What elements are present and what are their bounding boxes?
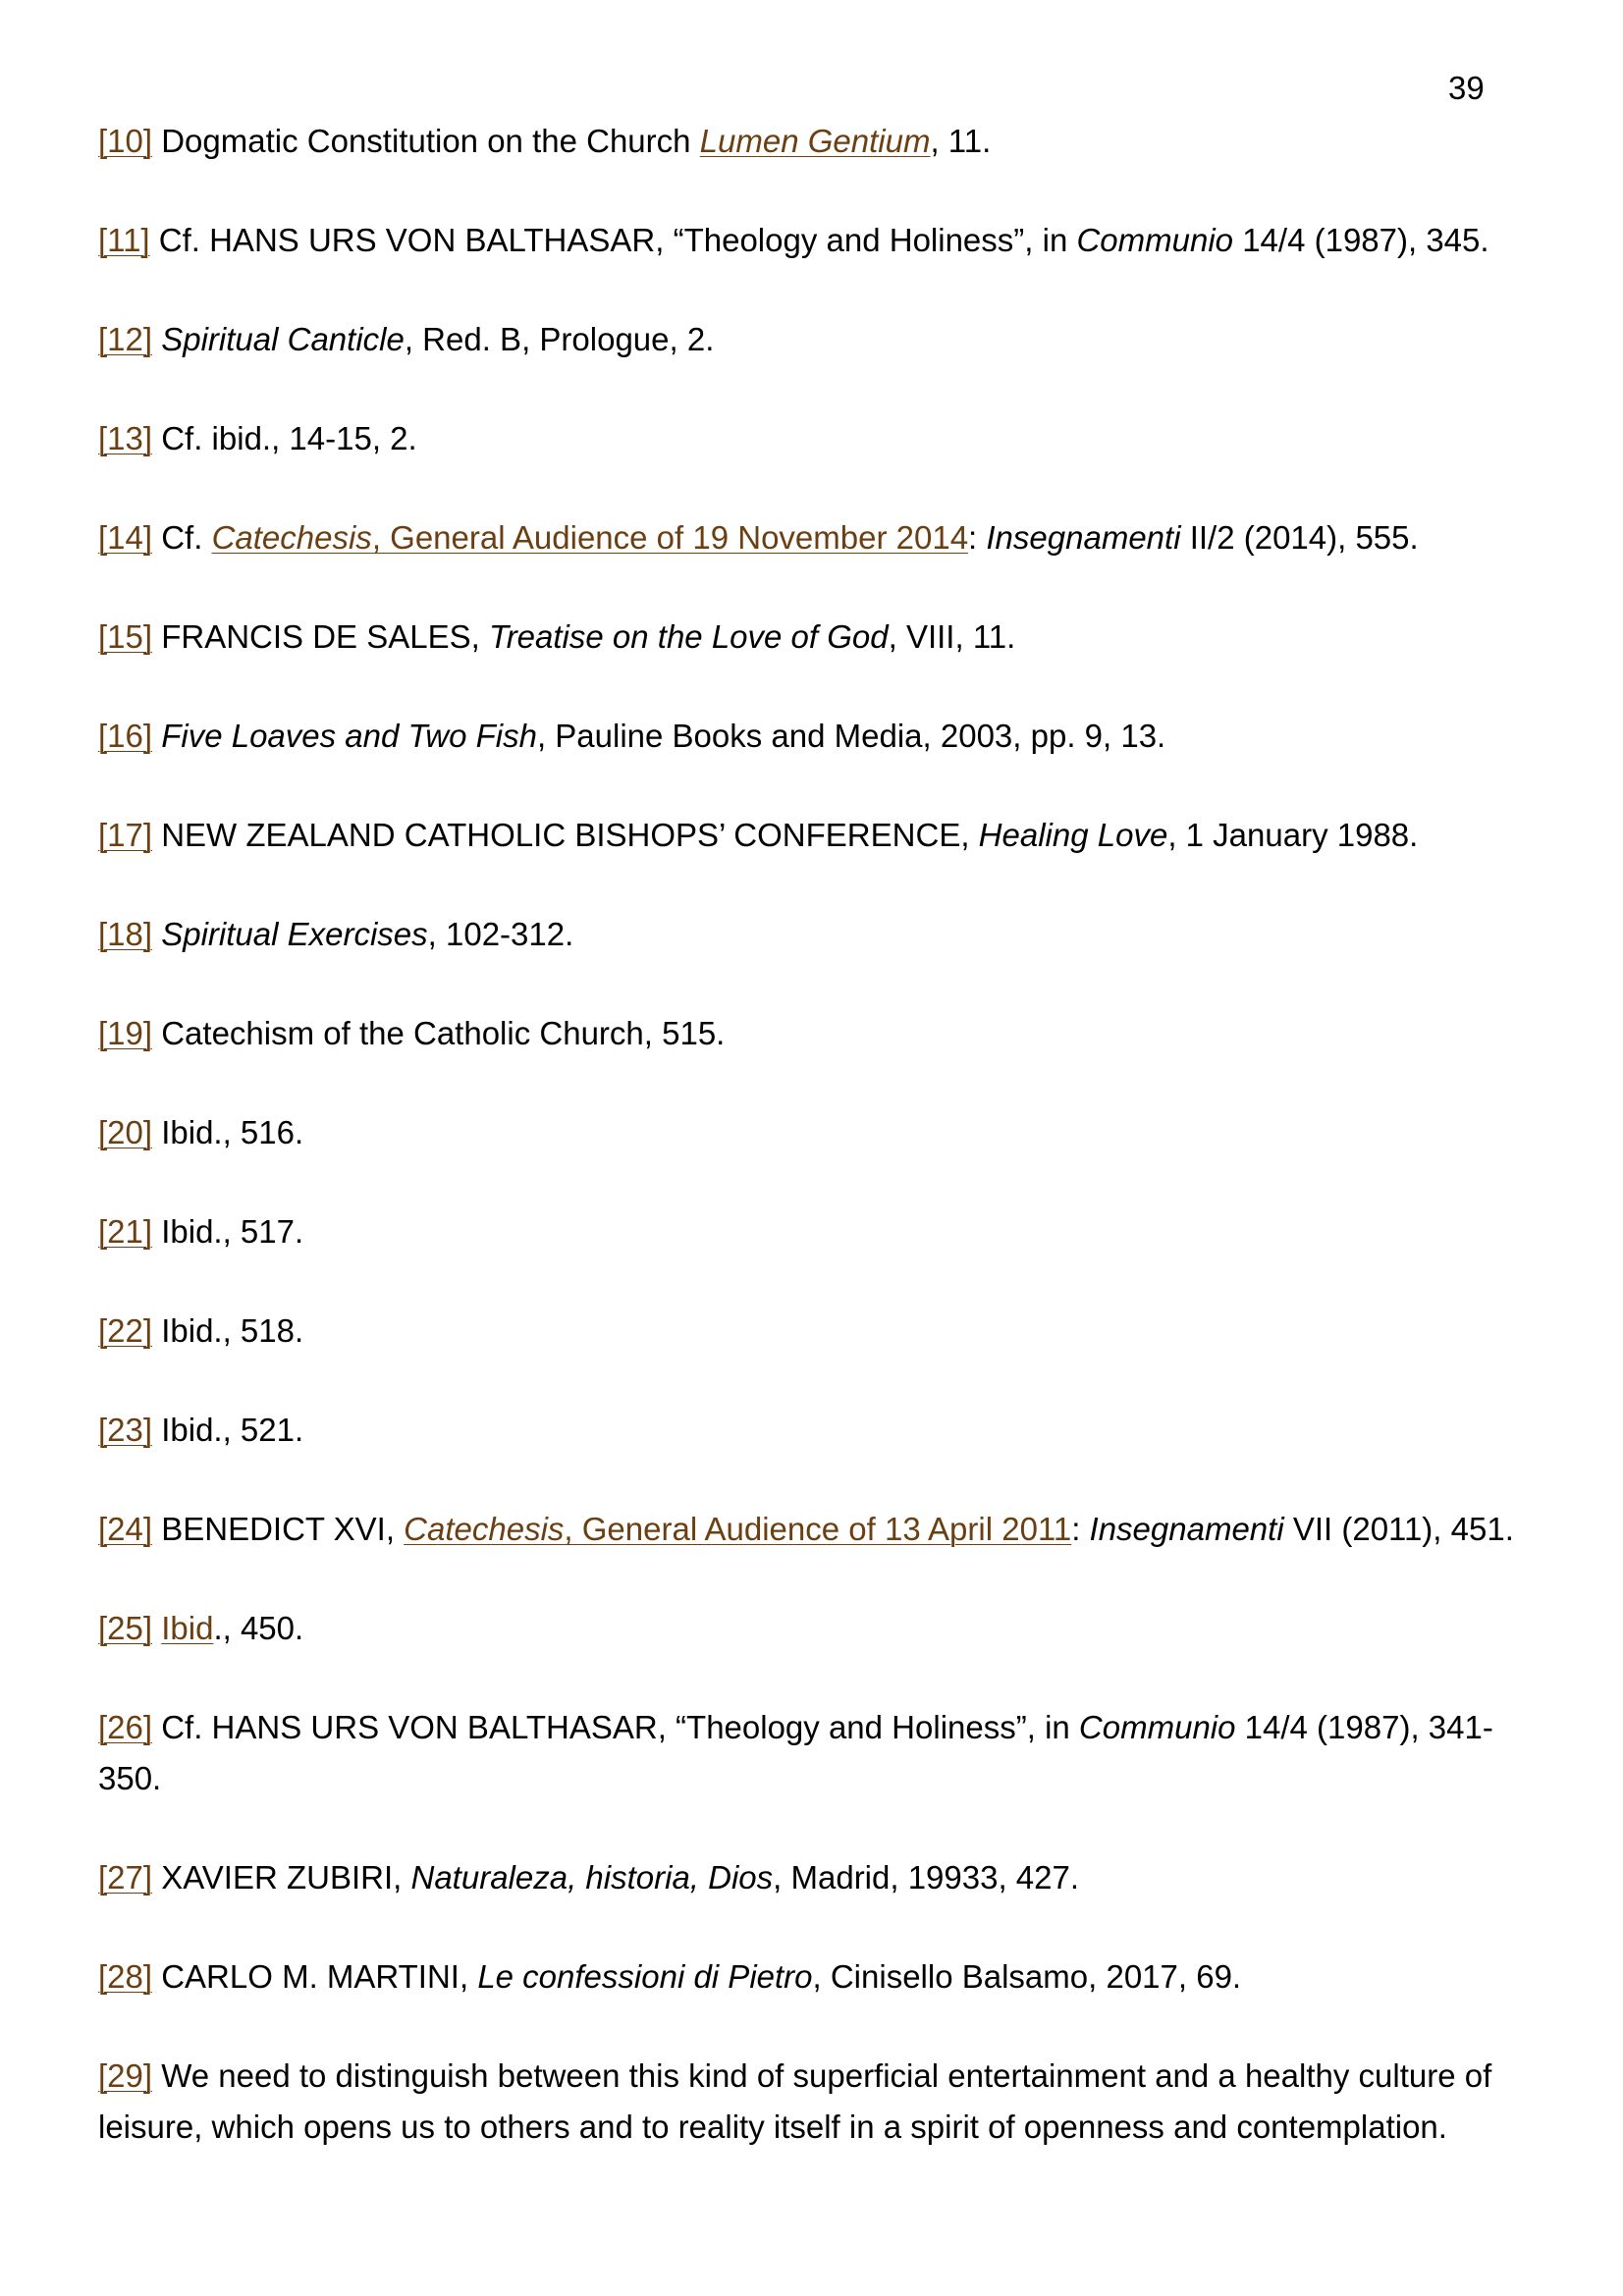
endnote-29 bbox=[98, 2051, 1542, 2153]
endnote-title: Healing Love bbox=[978, 817, 1168, 853]
endnote-ref-16[interactable]: [16] bbox=[98, 718, 153, 754]
endnote-21 bbox=[98, 1206, 1542, 1257]
link-title: Catechesis bbox=[211, 519, 372, 556]
endnote-11 bbox=[98, 215, 1542, 266]
endnote-text: XAVIER ZUBIRI, bbox=[161, 1859, 411, 1896]
catechesis-link[interactable] bbox=[212, 519, 968, 556]
endnote-text: 14/4 (1987), 341-350. bbox=[98, 1709, 1493, 1796]
endnote-title: Insegnamenti bbox=[1089, 1511, 1284, 1547]
endnote-ref-25[interactable]: [25] bbox=[98, 1610, 153, 1646]
endnote-23 bbox=[98, 1405, 1542, 1456]
endnote-text: Catechism of the Catholic Church, 515. bbox=[161, 1015, 726, 1051]
endnote-text: ., 450. bbox=[213, 1610, 304, 1646]
endnote-14 bbox=[98, 512, 1542, 563]
endnote-17 bbox=[98, 810, 1542, 861]
endnote-title: Communio bbox=[1076, 222, 1234, 258]
endnote-ref-26[interactable]: [26] bbox=[98, 1709, 153, 1745]
endnote-ref-23[interactable]: [23] bbox=[98, 1412, 153, 1448]
endnote-10 bbox=[98, 116, 1542, 167]
endnote-text: , 102-312. bbox=[427, 916, 574, 952]
endnote-title: Treatise on the Love of God bbox=[488, 618, 889, 655]
endnote-text: , 1 January 1988. bbox=[1167, 817, 1419, 853]
endnote-16 bbox=[98, 711, 1542, 762]
endnote-title: Le confessioni di Pietro bbox=[477, 1958, 813, 1995]
endnote-text: BENEDICT XVI, bbox=[161, 1511, 405, 1547]
link-text: , General Audience of 13 April 2011 bbox=[564, 1511, 1072, 1547]
endnote-title: Insegnamenti bbox=[986, 519, 1181, 556]
endnote-text: , Red. B, Prologue, 2. bbox=[404, 321, 715, 357]
endnote-ref-13[interactable]: [13] bbox=[98, 420, 153, 456]
endnote-title: Five Loaves and Two Fish bbox=[161, 718, 537, 754]
endnote-ref-12[interactable]: [12] bbox=[98, 321, 153, 357]
endnote-title: Spiritual Exercises bbox=[161, 916, 428, 952]
endnote-text: II/2 (2014), 555. bbox=[1180, 519, 1419, 556]
endnote-24 bbox=[98, 1504, 1542, 1555]
link-title: Catechesis bbox=[404, 1511, 565, 1547]
endnote-ref-14[interactable]: [14] bbox=[98, 519, 153, 556]
endnote-text: Ibid., 517. bbox=[161, 1213, 304, 1250]
endnote-13 bbox=[98, 413, 1542, 464]
endnote-ref-15[interactable]: [15] bbox=[98, 618, 153, 655]
endnote-12 bbox=[98, 314, 1542, 365]
endnote-ref-18[interactable]: [18] bbox=[98, 916, 153, 952]
endnote-26 bbox=[98, 1702, 1542, 1804]
endnote-text: , Cinisello Balsamo, 2017, 69. bbox=[812, 1958, 1242, 1995]
endnote-27 bbox=[98, 1852, 1542, 1903]
ibid-link[interactable]: Ibid bbox=[161, 1610, 214, 1646]
endnote-ref-27[interactable]: [27] bbox=[98, 1859, 153, 1896]
endnote-text: , Madrid, 19933, 427. bbox=[773, 1859, 1080, 1896]
endnote-text: Cf. HANS URS VON BALTHASAR, “Theology and Holiness”, in bbox=[158, 222, 1077, 258]
endnote-text: Cf. bbox=[161, 519, 212, 556]
lumen-gentium-link[interactable] bbox=[700, 123, 931, 159]
endnote-25 bbox=[98, 1603, 1542, 1654]
endnote-text: VII (2011), 451. bbox=[1283, 1511, 1514, 1547]
endnote-text: Ibid., 516. bbox=[161, 1114, 304, 1150]
endnote-ref-22[interactable]: [22] bbox=[98, 1312, 153, 1349]
endnote-text: : bbox=[968, 519, 987, 556]
endnote-20 bbox=[98, 1107, 1542, 1158]
endnote-ref-11[interactable]: [11] bbox=[98, 222, 150, 258]
endnote-18 bbox=[98, 909, 1542, 960]
endnote-text: NEW ZEALAND CATHOLIC BISHOPS’ CONFERENCE, bbox=[161, 817, 979, 853]
endnote-15 bbox=[98, 612, 1542, 663]
endnote-text: Ibid., 518. bbox=[161, 1312, 304, 1349]
page-number: 39 bbox=[1448, 70, 1485, 106]
endnote-text: , VIII, 11. bbox=[888, 618, 1016, 655]
endnote-ref-24[interactable]: [24] bbox=[98, 1511, 153, 1547]
endnote-ref-29[interactable]: [29] bbox=[98, 2057, 153, 2094]
endnote-title: Spiritual Canticle bbox=[161, 321, 405, 357]
endnote-ref-19[interactable]: [19] bbox=[98, 1015, 153, 1051]
endnote-19 bbox=[98, 1008, 1542, 1059]
endnote-ref-17[interactable]: [17] bbox=[98, 817, 153, 853]
endnote-text: CARLO M. MARTINI, bbox=[161, 1958, 478, 1995]
endnote-text: Dogmatic Constitution on the Church bbox=[161, 123, 700, 159]
link-title: Lumen Gentium bbox=[699, 123, 931, 159]
endnote-text: Ibid., 521. bbox=[161, 1412, 304, 1448]
endnote-ref-10[interactable]: [10] bbox=[98, 123, 153, 159]
endnote-22 bbox=[98, 1306, 1542, 1357]
endnote-text: FRANCIS DE SALES, bbox=[161, 618, 489, 655]
endnote-text: 14/4 (1987), 345. bbox=[1233, 222, 1489, 258]
catechesis-link[interactable] bbox=[404, 1511, 1071, 1547]
endnote-ref-20[interactable]: [20] bbox=[98, 1114, 153, 1150]
endnote-text: : bbox=[1071, 1511, 1090, 1547]
endnote-text: We need to distinguish between this kind of superficial entertainment and a healthy culture of leisure, which opens us to others and to reality itself in a spirit of openness and contemplation. bbox=[98, 2057, 1492, 2145]
endnote-text: , Pauline Books and Media, 2003, pp. 9, 13. bbox=[536, 718, 1166, 754]
endnote-title: Communio bbox=[1078, 1709, 1236, 1745]
endnote-ref-28[interactable]: [28] bbox=[98, 1958, 153, 1995]
endnote-text: , 11. bbox=[930, 123, 992, 159]
endnote-ref-21[interactable]: [21] bbox=[98, 1213, 153, 1250]
endnote-text: Cf. ibid., 14-15, 2. bbox=[161, 420, 417, 456]
endnote-title: Naturaleza, historia, Dios bbox=[410, 1859, 774, 1896]
endnote-text: Cf. HANS URS VON BALTHASAR, “Theology and Holiness”, in bbox=[161, 1709, 1079, 1745]
endnote-28 bbox=[98, 1951, 1542, 2002]
endnotes-list bbox=[98, 116, 1542, 2201]
link-text: , General Audience of 19 November 2014 bbox=[371, 519, 969, 556]
